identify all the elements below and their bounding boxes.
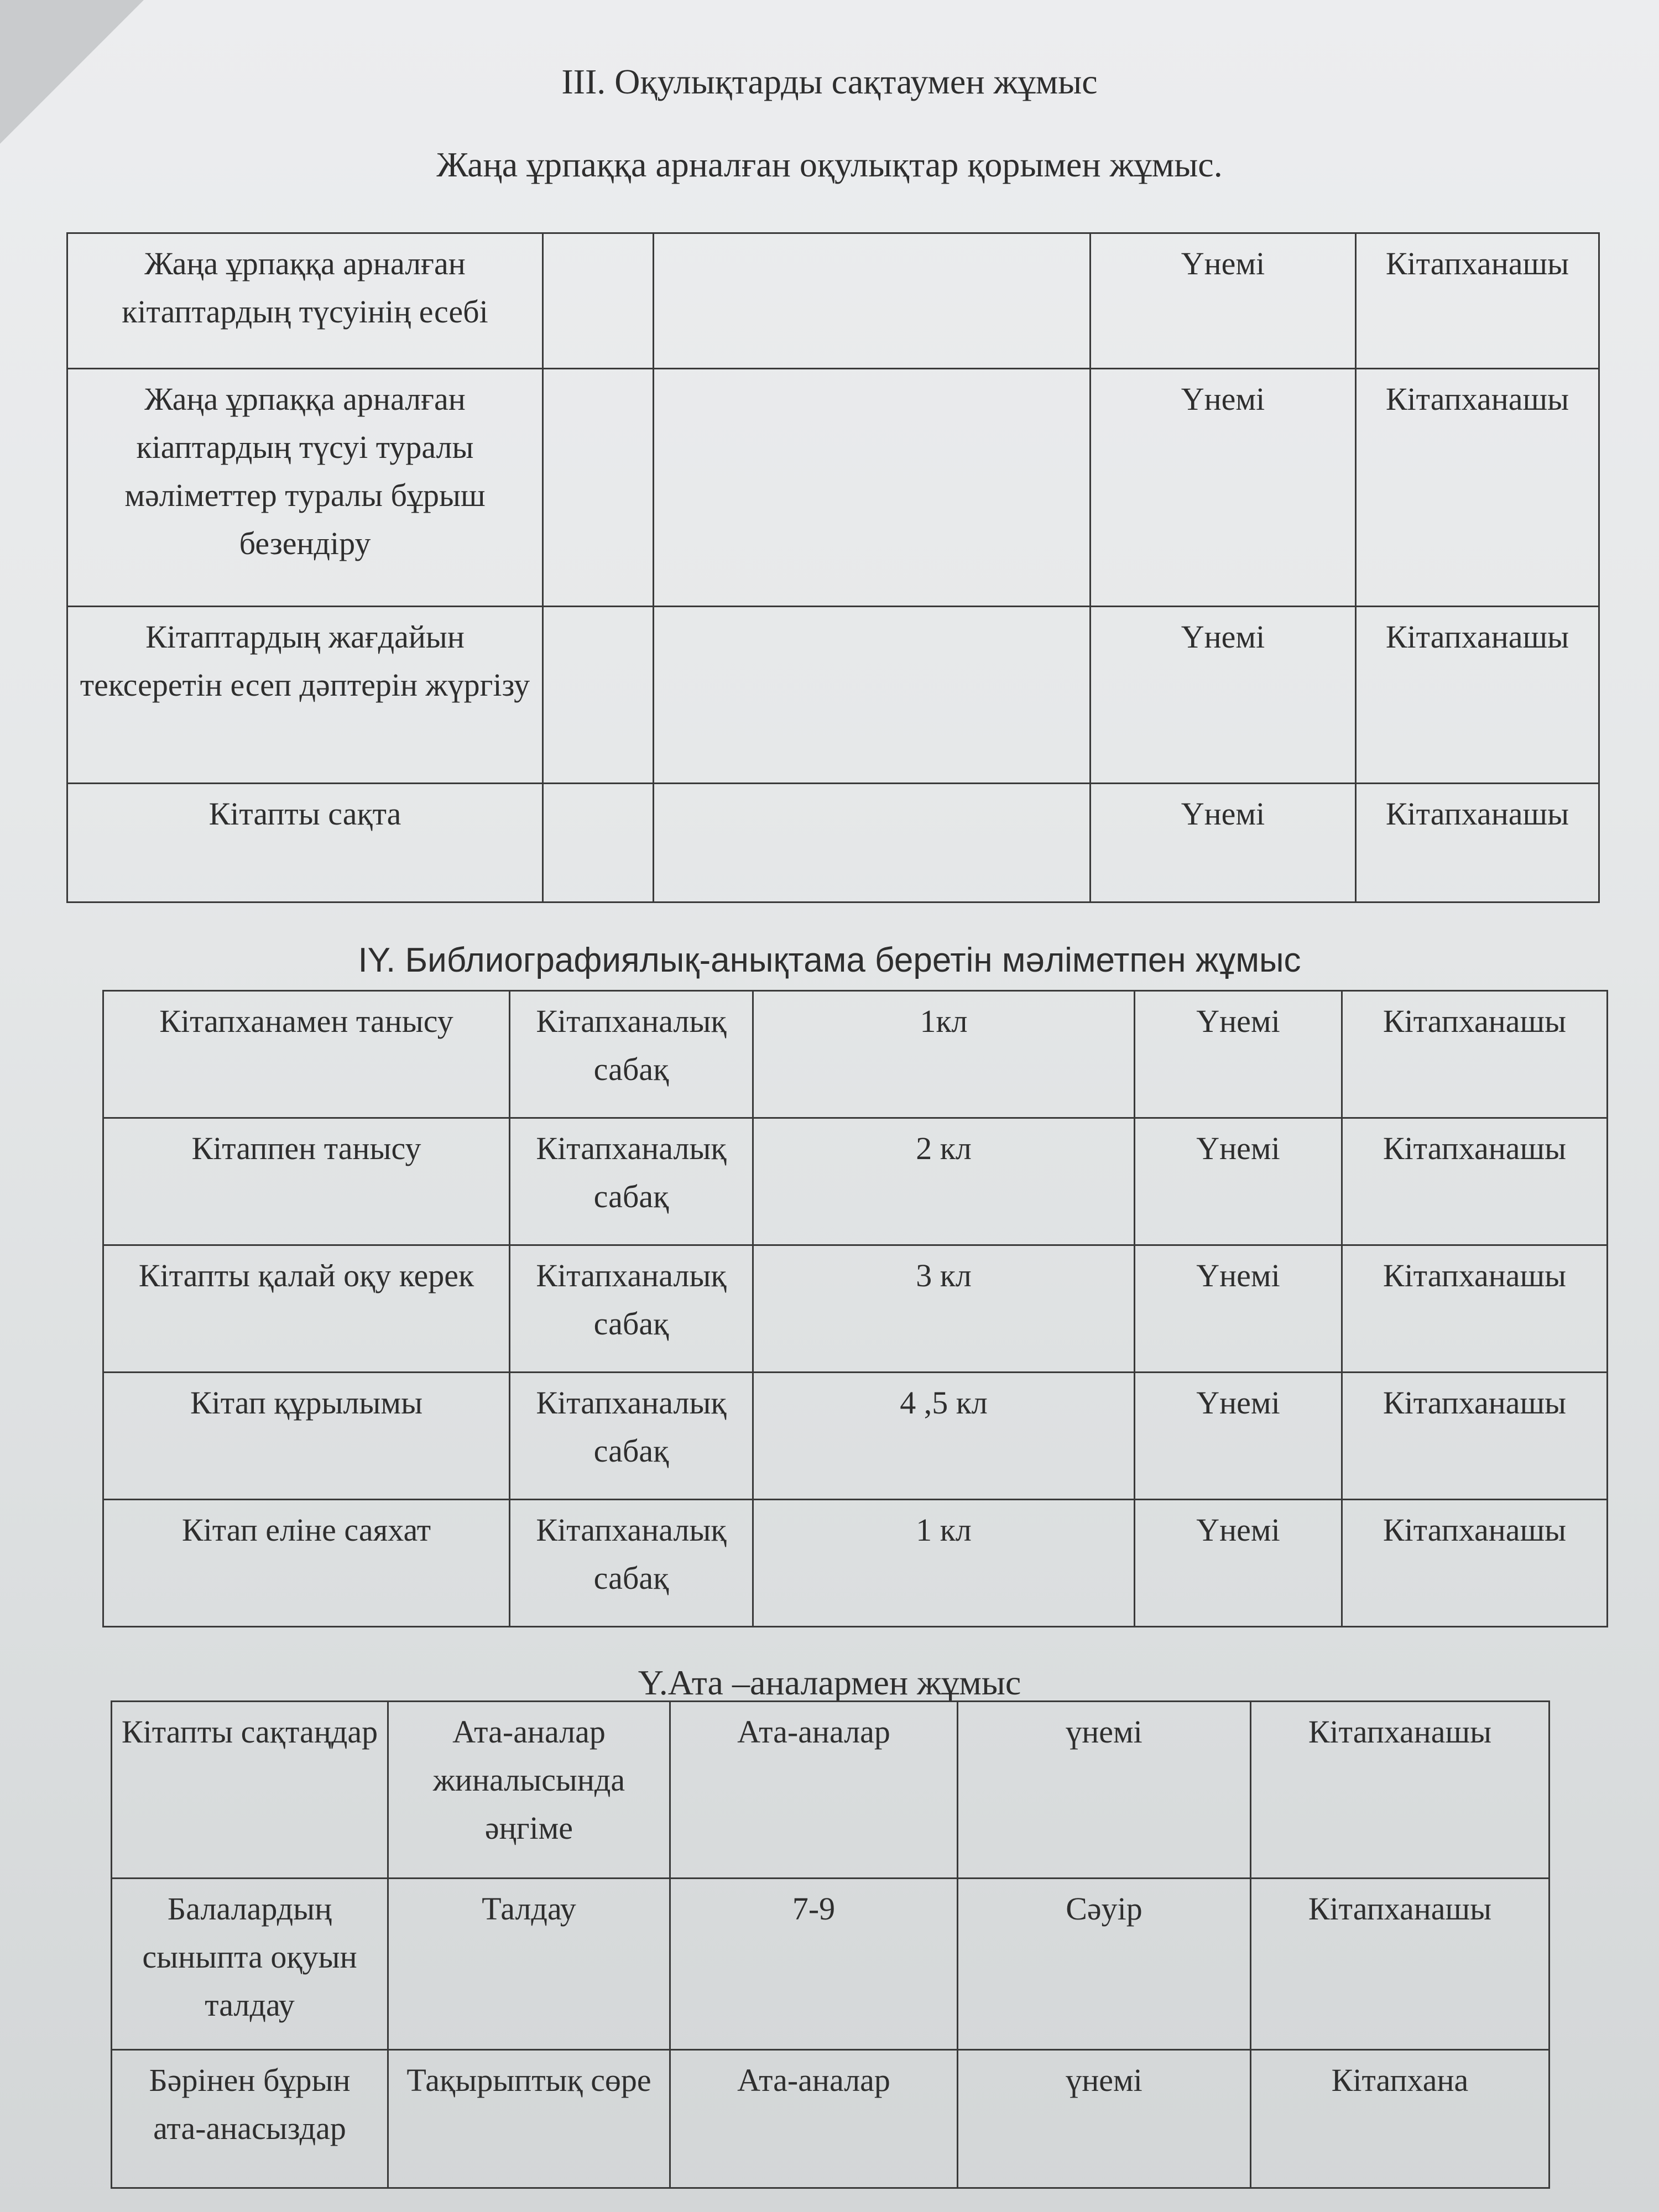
table-cell: Кітапханамен танысу (103, 991, 510, 1118)
table-cell: Кітапты қалай оқу керек (103, 1245, 510, 1373)
table-cell: Талдау (388, 1879, 670, 2050)
section4-title: IY. Библиографиялық-анықтама беретін мәліметпен жұмыс (358, 941, 1301, 979)
section3-title: III. Оқулықтарды сақтаумен жұмыс (561, 62, 1098, 101)
table-cell (543, 233, 654, 369)
table-cell: Сәуір (958, 1879, 1251, 2050)
table-cell: Үнемі (1135, 991, 1342, 1118)
table-cell: Үнемі (1091, 784, 1356, 902)
table-cell: Жаңа ұрпаққа арналған кіаптардың түсуі туралы мәліметтер туралы бұрыш безендіру (67, 369, 543, 607)
table-cell (654, 784, 1091, 902)
table-cell: Кітапханашы (1342, 1118, 1608, 1245)
table-cell (543, 369, 654, 607)
section3-table (66, 232, 1600, 903)
table-cell: 3 кл (753, 1245, 1135, 1373)
table-row (103, 1118, 1608, 1245)
table-cell: Кітап құрылымы (103, 1373, 510, 1500)
table-row (103, 1245, 1608, 1373)
table-row (103, 991, 1608, 1118)
table-cell: 7-9 (670, 1879, 958, 2050)
table-cell (654, 607, 1091, 784)
table-cell: Ата-аналар жиналысында әңгіме (388, 1702, 670, 1879)
table-cell: 4 ,5 кл (753, 1373, 1135, 1500)
table-cell: Үнемі (1135, 1373, 1342, 1500)
table-cell: Кітапханашы (1356, 369, 1599, 607)
table-row (112, 1702, 1550, 1879)
table-cell: Кітапханашы (1251, 1879, 1550, 2050)
table-cell: Кітапты сақтаңдар (112, 1702, 388, 1879)
table-cell: Кітапты сақта (67, 784, 543, 902)
table-row (103, 1373, 1608, 1500)
table-cell: Үнемі (1135, 1118, 1342, 1245)
table-row (67, 233, 1599, 369)
table-cell: үнемі (958, 2050, 1251, 2188)
table-cell: Кітапханашы (1356, 233, 1599, 369)
table-cell: 1кл (753, 991, 1135, 1118)
table-cell (543, 784, 654, 902)
table-row (112, 1879, 1550, 2050)
table-row (103, 1500, 1608, 1627)
table-cell (654, 369, 1091, 607)
table-cell: Жаңа ұрпаққа арналған кітаптардың түсуінің есебі (67, 233, 543, 369)
table-cell: Үнемі (1135, 1500, 1342, 1627)
table-cell: Үнемі (1091, 369, 1356, 607)
section4-table (102, 990, 1608, 1627)
table-row (67, 607, 1599, 784)
table-cell: үнемі (958, 1702, 1251, 1879)
table-cell: Кітаптардың жағдайын тексеретін есеп дәптерін жүргізу (67, 607, 543, 784)
table-cell: Кітапханашы (1342, 991, 1608, 1118)
table-cell: Үнемі (1091, 233, 1356, 369)
table-cell: Кітаппен танысу (103, 1118, 510, 1245)
table-cell: Кітапханашы (1342, 1500, 1608, 1627)
table-cell: Кітапханашы (1342, 1373, 1608, 1500)
table-cell: Кітапхана (1251, 2050, 1550, 2188)
table-cell: Тақырыптық сөре (388, 2050, 670, 2188)
table-cell: Кітапханалық сабақ (510, 1118, 753, 1245)
section3-subtitle: Жаңа ұрпаққа арналған оқулықтар қорымен жұмыс. (436, 145, 1223, 184)
table-cell: Кітапханашы (1356, 607, 1599, 784)
table-cell: Ата-аналар (670, 1702, 958, 1879)
table-cell: 2 кл (753, 1118, 1135, 1245)
table-cell: Кітапханашы (1342, 1245, 1608, 1373)
section5-table (111, 1700, 1550, 2189)
table-cell: Кітапханалық сабақ (510, 1500, 753, 1627)
table-cell: Кітапханалық сабақ (510, 991, 753, 1118)
table-cell: Кітап еліне саяхат (103, 1500, 510, 1627)
table-cell: Үнемі (1091, 607, 1356, 784)
table-cell: 1 кл (753, 1500, 1135, 1627)
table-row (112, 2050, 1550, 2188)
table-cell (654, 233, 1091, 369)
table-cell: Кітапханашы (1356, 784, 1599, 902)
table-row (67, 369, 1599, 607)
table-row (67, 784, 1599, 902)
table-cell: Кітапханалық сабақ (510, 1373, 753, 1500)
table-cell: Ата-аналар (670, 2050, 958, 2188)
table-cell (543, 607, 654, 784)
table-cell: Бәрінен бұрын ата-анасыздар (112, 2050, 388, 2188)
table-cell: Үнемі (1135, 1245, 1342, 1373)
table-cell: Кітапханалық сабақ (510, 1245, 753, 1373)
table-cell: Балалардың сыныпта оқуын талдау (112, 1879, 388, 2050)
section5-title: Y.Ата –аналармен жұмыс (638, 1663, 1021, 1702)
table-cell: Кітапханашы (1251, 1702, 1550, 1879)
